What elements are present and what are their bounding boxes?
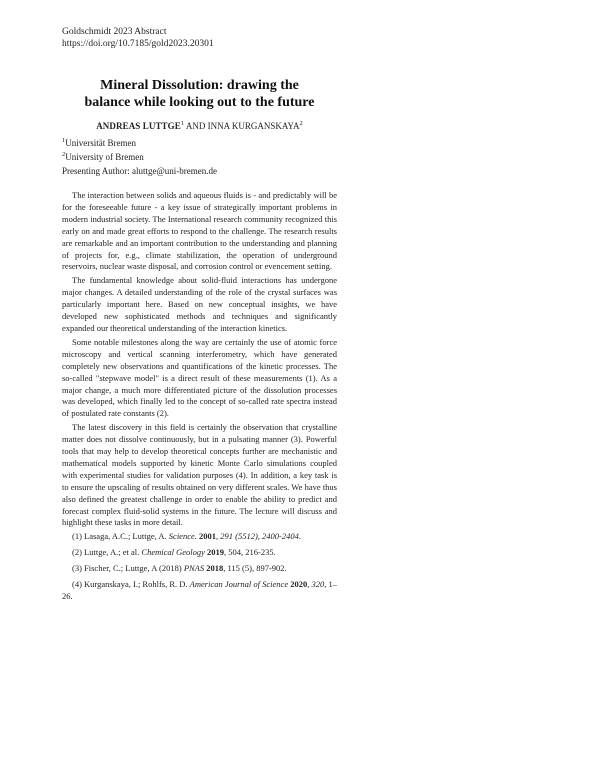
author-1-name: ANDREAS LUTTGE: [96, 121, 181, 131]
reference-authors: (3) Fischer, C.; Luttge, A (2018): [72, 563, 184, 574]
reference-authors: (2) Luttge, A.; et al.: [72, 547, 142, 558]
reference-item: [62, 579, 337, 603]
reference-authors: (1) Lasaga, A.C.; Luttge, A.: [72, 531, 169, 542]
reference-end: .: [298, 531, 301, 542]
reference-item: [62, 563, 337, 575]
reference-authors: (4) Kurganskaya, I.; Rohlfs, R. D.: [72, 579, 190, 590]
abstract-body: [62, 190, 337, 529]
author-2-name: AND INNA KURGANSKAYA: [184, 121, 300, 131]
reference-year: 2018: [206, 563, 224, 574]
reference-item: [62, 531, 337, 543]
doi-link[interactable]: https://doi.org/10.7185/gold2023.20301: [62, 39, 214, 49]
abstract-paragraph: The interaction between solids and aqueous fluids is - and predictably will be for the foreseeable future - a key issue of strategically important problems in modern industrial society. The International research community recognized this early on and made great efforts to respond to the challenge. The research results are remarkable and an important contribution to the understanding and planning of projects for, e.g., climate stabilization, the operation of underground reservoirs, nuclear waste disposal, and corrosion control or evencement setting.: [62, 190, 337, 272]
reference-year: 2020: [290, 579, 308, 590]
references-list: [62, 531, 337, 603]
abstract-paragraph: Some notable milestones along the way are certainly the use of atomic force microscopy and vertical scanning interferometry, which have generated completely new observations and quantifications of the kinetic processes. The so-called "stepwave model" is a direct result of these measurements (1). As a major change, a much more differentiated picture of the dissolution processes was developed, which finally led to the concept of so-called rate spectra instead of postulated rate constants (2).: [62, 336, 337, 419]
abstract-paragraph: The latest discovery in this field is certainly the observation that crystalline matter does not dissolve continuously, but in a pulsating manner (3). Powerful tools that may help to develop theoretical concepts further are mechanistic and mathematical models supported by kinetic Monte Carlo simulations coupled with experimental studies for validation purposes (4). In addition, a key task is to ensure the upscaling of results obtained on very different scales. We have thus also defined the greatest challenge in order to enable the ability to predict and forecast complex fluid-solid systems in the future. The lecture will discuss and highlight these tasks in more detail.: [62, 422, 337, 528]
abstract-paragraph: The fundamental knowledge about solid-fluid interactions has undergone major changes. A detailed understanding of the role of the crystal surfaces was particularly important here. Based on new conceptual insights, we have developed new sophisticated methods and techniques and significantly expanded our theoretical understanding of the interaction kinetics.: [62, 275, 337, 333]
reference-journal: PNAS: [183, 563, 205, 574]
affiliation-2: [62, 152, 337, 163]
reference-volume: 320: [311, 579, 325, 590]
title-line-1: Mineral Dissolution: drawing the: [100, 78, 299, 93]
reference-volume: 291 (5512), 2400-2404: [220, 531, 299, 542]
title-line-2: balance while looking out to the future: [84, 95, 315, 110]
affiliations: [62, 138, 337, 177]
reference-year: 2019: [207, 547, 225, 558]
reference-journal: Chemical Geology: [141, 547, 205, 558]
reference-sep: ,: [307, 579, 312, 590]
affiliation-1-mark: 1: [62, 137, 66, 144]
author-2-affil-mark: 2: [299, 120, 303, 127]
reference-sep: , 504, 216-235.: [224, 547, 276, 558]
reference-end: , 1–26.: [62, 579, 338, 601]
author-line: [62, 120, 337, 132]
affiliation-2-text: University of Bremen: [65, 152, 144, 162]
presenting-author: Presenting Author: aluttge@uni-bremen.de: [62, 166, 218, 176]
reference-sep: , 115 (5), 897-902.: [223, 563, 287, 574]
affiliation-1-text: Universität Bremen: [65, 138, 136, 148]
reference-item: [62, 547, 337, 559]
reference-sep: ,: [216, 531, 221, 542]
reference-journal: Science.: [168, 531, 197, 542]
abstract-title: [62, 77, 337, 111]
affiliation-2-mark: 2: [62, 151, 66, 158]
page-header: [62, 26, 337, 50]
conference-label: Goldschmidt 2023 Abstract: [62, 27, 167, 37]
reference-year: 2001: [199, 531, 216, 542]
reference-journal: American Journal of Science: [189, 579, 289, 590]
abstract-page: [62, 26, 337, 607]
affiliation-1: [62, 138, 337, 149]
author-1-affil-mark: 1: [180, 120, 185, 127]
